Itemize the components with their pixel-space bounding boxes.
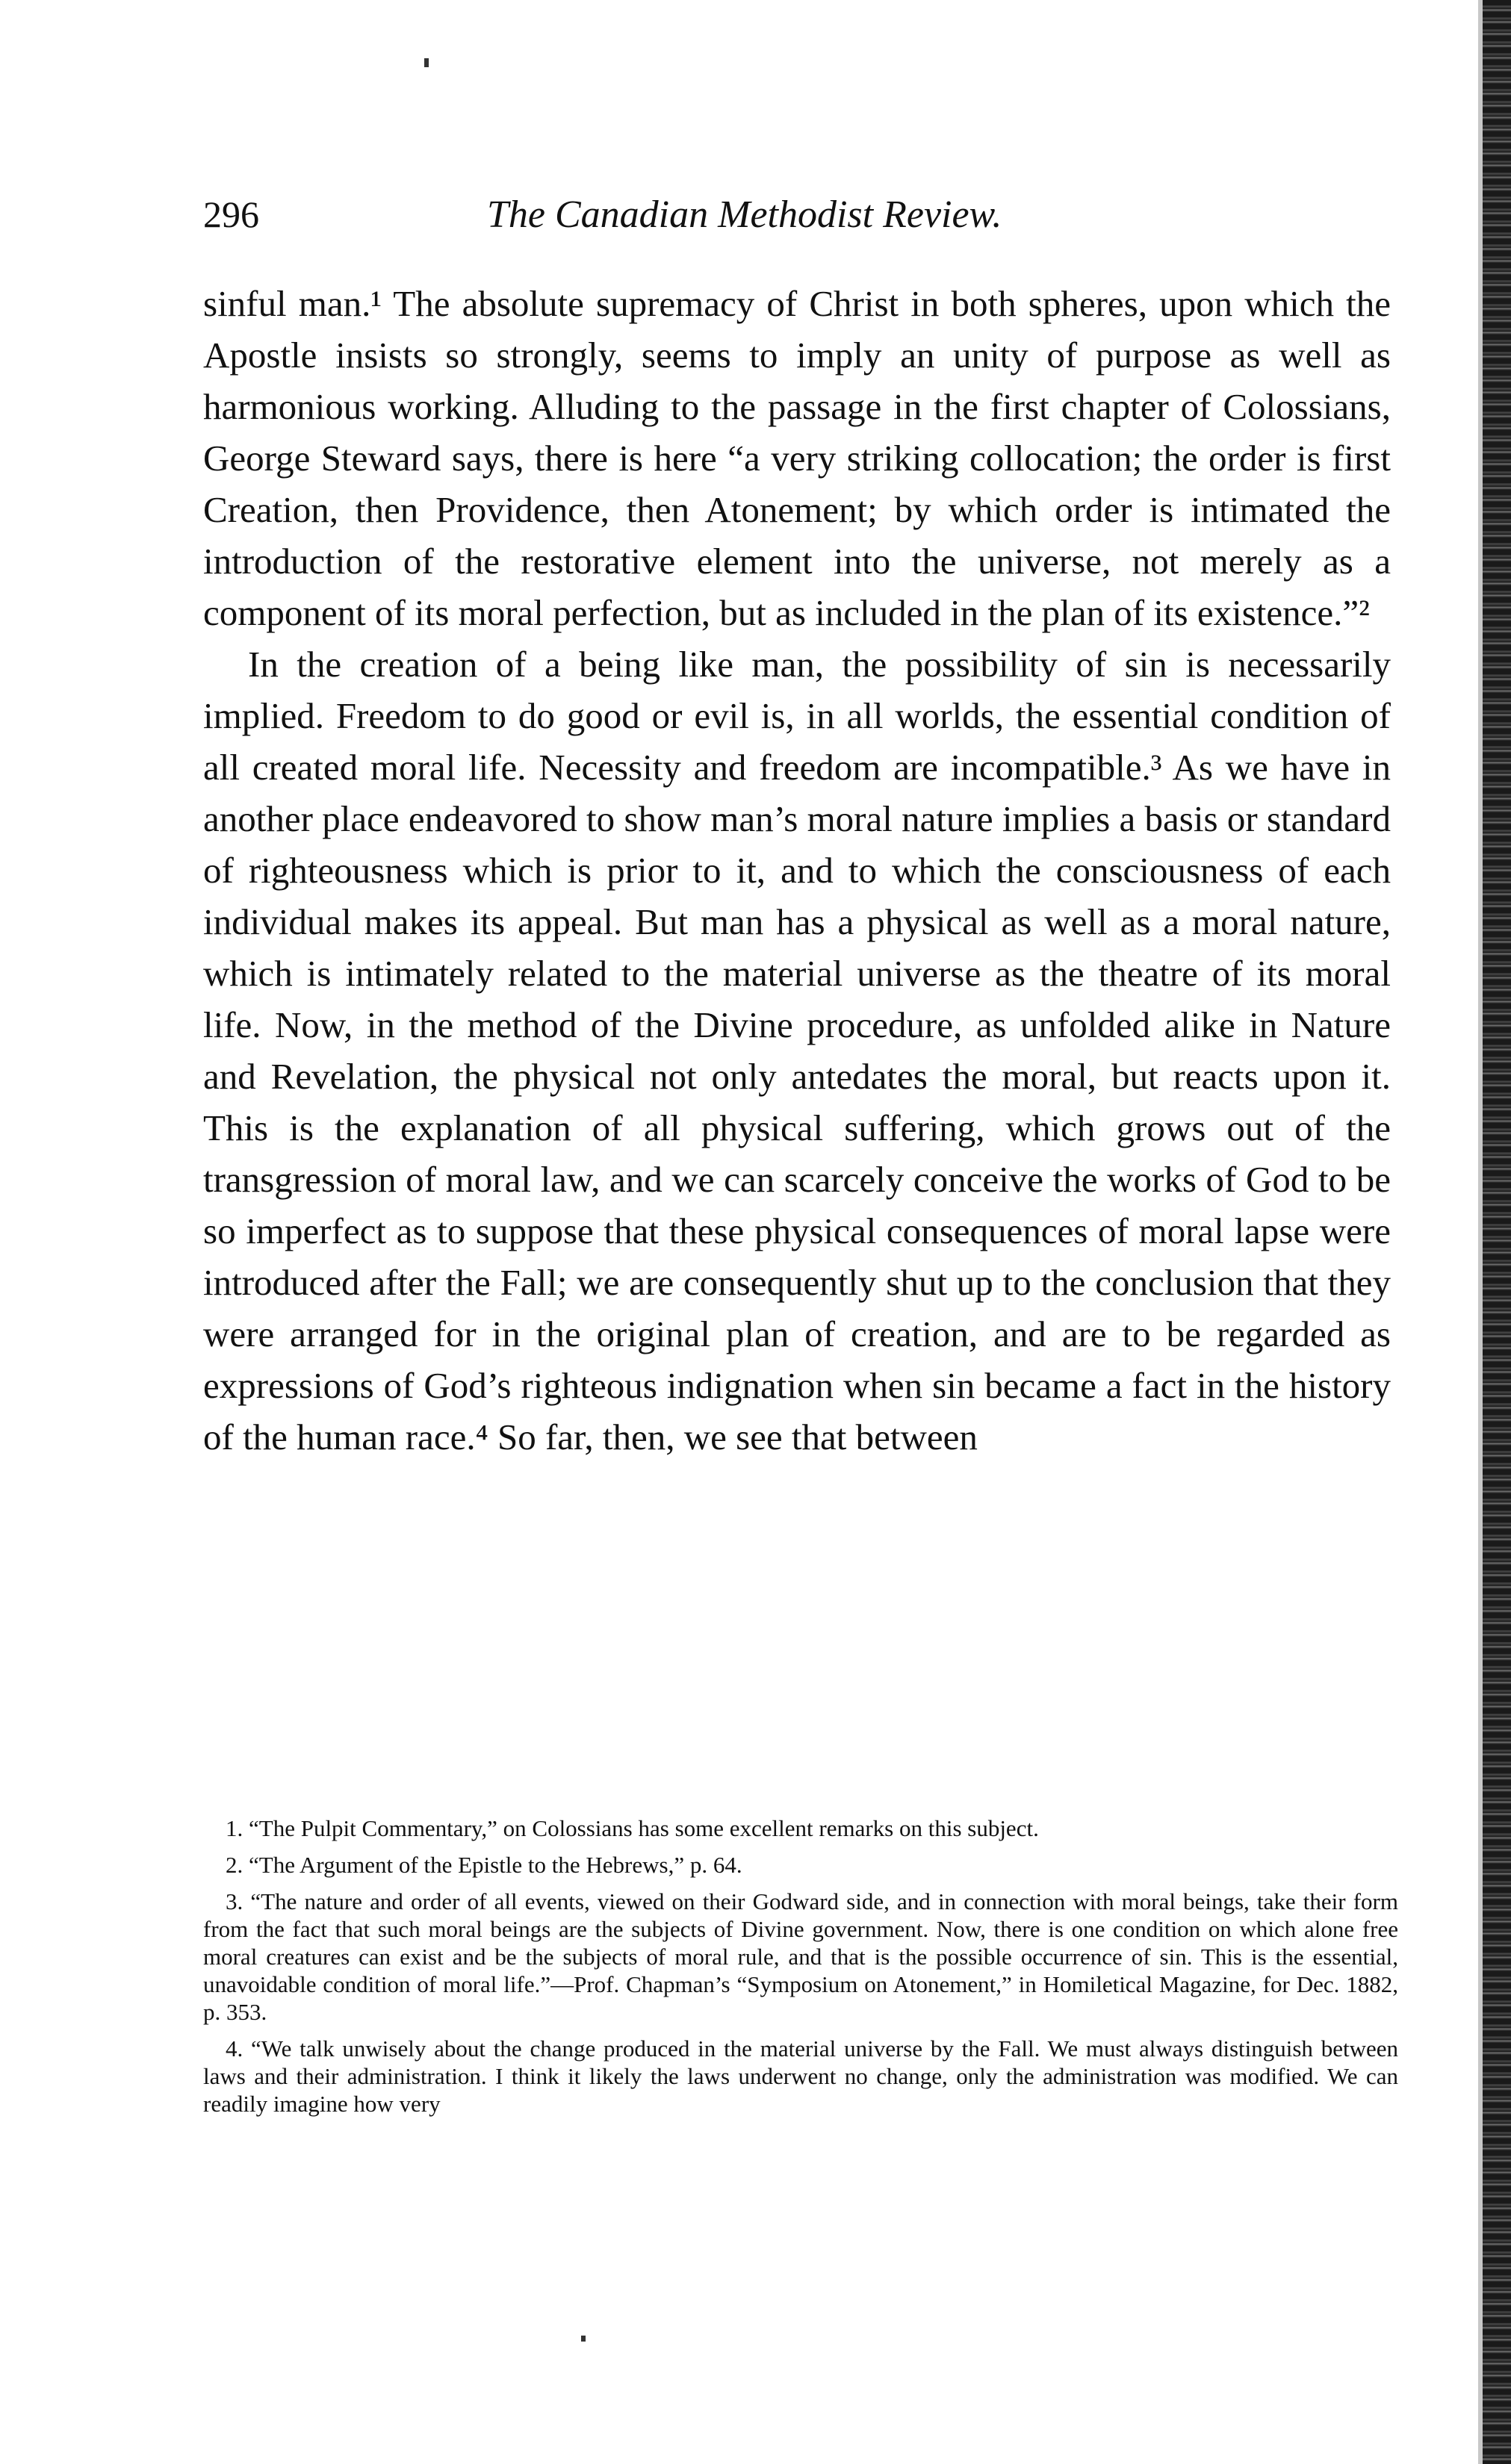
footnotes xyxy=(203,1814,1398,2127)
body-text xyxy=(203,278,1391,1463)
footnote-1: 1. “The Pulpit Commentary,” on Colossians has some excellent remarks on this subject. xyxy=(226,1815,1039,1841)
running-title: The Canadian Methodist Review. xyxy=(487,193,1002,236)
scan-edge xyxy=(1483,0,1511,2464)
paragraph: In the creation of a being like man, the possibility of sin is necessarily implied. Freedom to do good or evil is, in all worlds, the essential condition of all created moral life. Necessity and freedom are incompatible.³ As we have in another place endeavored to show man’s moral nature implies a basis or standard of righteousness which is prior to it, and to which the consciousness of each individual makes its appeal. But man has a physical as well as a moral nature, which is intimately related to the material universe as the theatre of its moral life. Now, in the method of the Divine procedure, as unfolded alike in Nature and Revelation, the physical not only antedates the moral, but reacts upon it. This is the explanation of all physical suffering, which grows out of the transgression of moral law, and we can scarcely conceive the works of God to be so imperfect as to suppose that these physical consequences of moral lapse were introduced after the Fall; we are consequently shut up to the conclusion that they were arranged for in the original plan of creation, and are to be regarded as expressions of God’s righteous indignation when sin became a fact in the history of the human race.⁴ So far, then, we see that between xyxy=(203,644,1391,1457)
footnote-2: 2. “The Argument of the Epistle to the Hebrews,” p. 64. xyxy=(226,1852,742,1878)
scan-speck xyxy=(581,2336,586,2342)
scan-speck xyxy=(424,58,429,67)
paragraph: sinful man.¹ The absolute supremacy of Christ in both spheres, upon which the Apostle insists so strongly, seems to imply an unity of purpose as well as harmonious working. Alluding to the passage in the first chapter of Colossians, George Steward says, there is here “a very striking collocation; the order is first Creation, then Providence, then Atonement; by which order is intimated the introduction of the restorative element into the universe, not merely as a component of its moral perfection, but as included in the plan of its existence.”² xyxy=(203,283,1391,633)
page-header xyxy=(203,193,1398,252)
footnote-3: 3. “The nature and order of all events, viewed on their Godward side, and in connection with moral beings, take their form from the fact that such moral beings are the subjects of Divine government. Now, there is one condition on which alone free moral creatures can exist and be the subjects of moral rule, and that is the possible occurrence of sin. This is the essential, unavoidable condition of moral life.”—Prof. Chapman’s “Symposium on Atonement,” in Homiletical Magazine, for Dec. 1882, p. 353. xyxy=(203,1888,1398,2025)
footnote-4: 4. “We talk unwisely about the change produced in the material universe by the Fall. We must always distinguish between laws and their administration. I think it likely the laws underwent no change, only the administration was modified. We can readily imagine how very xyxy=(203,2035,1398,2117)
page-number: 296 xyxy=(203,193,259,235)
